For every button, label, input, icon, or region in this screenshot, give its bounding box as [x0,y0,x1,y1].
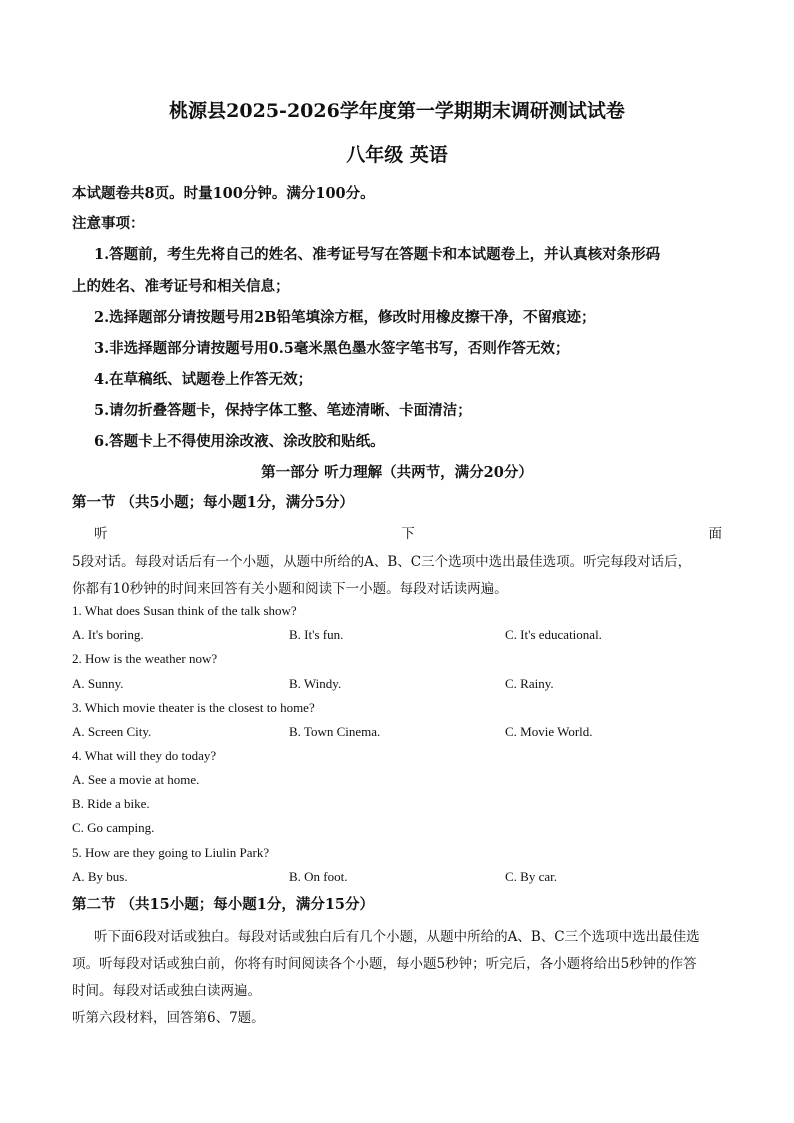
section2-directions: 时间。每段对话或独白读两遍。 [72,983,261,999]
notice-item: 6.答题卡上不得使用涂改液、涂改胶和贴纸。 [94,433,385,450]
spread-word: 面 [708,526,722,542]
notice-item: 4.在草稿纸、试题卷上作答无效； [94,371,313,388]
notice-heading: 注意事项： [72,215,145,232]
notice-item: 5.请勿折叠答题卡，保持字体工整、笔迹清晰、卡面清洁； [94,402,472,419]
notice-item: 2.选择题部分请按题号用2B铅笔填涂方框，修改时用橡皮擦干净，不留痕迹； [94,309,596,326]
material-note: 听第六段材料，回答第6、7题。 [72,1010,265,1026]
question-stem: 5. How are they going to Liulin Park? [72,845,270,860]
section1-heading: 第一节 （共5小题；每小题1分，满分5分） [72,494,354,511]
option-b: B. Town Cinema. [289,724,381,739]
section1-directions: 你都有10秒钟的时间来回答有关小题和阅读下一小题。每段对话读两遍。 [72,581,508,597]
notice-item: 上的姓名、准考证号和相关信息； [72,278,290,295]
notice-item: 3.非选择题部分请按题号用0.5毫米黑色墨水签字笔书写，否则作答无效； [94,340,570,357]
exam-subtitle: 八年级 英语 [346,144,448,166]
option-a: A. By bus. [72,869,128,884]
option-a: A. Sunny. [72,676,124,691]
part1-title: 第一部分 听力理解（共两节，满分20分） [261,464,533,481]
option-c: C. Movie World. [505,724,593,739]
question-stem: 4. What will they do today? [72,748,217,763]
option-b: B. On foot. [289,869,348,884]
option-c: C. It's educational. [505,627,602,642]
option-b: B. Ride a bike. [72,796,150,811]
section1-spread-line [94,522,722,542]
option-a: A. It's boring. [72,627,144,642]
spread-word: 下 [401,526,415,542]
notice-item: 1.答题前，考生先将自己的姓名、准考证号写在答题卡和本试题卷上，并认真核对条形码 [94,246,661,263]
question-stem: 3. Which movie theater is the closest to home? [72,700,315,715]
exam-title: 桃源县2025-2026学年度第一学期期末调研测试试卷 [169,100,625,122]
section2-heading: 第二节 （共15小题；每小题1分，满分15分） [72,896,374,913]
option-a: A. See a movie at home. [72,772,200,787]
option-b: B. Windy. [289,676,342,691]
option-b: B. It's fun. [289,627,344,642]
question-stem: 1. What does Susan think of the talk show? [72,603,297,618]
section1-directions: 5段对话。每段对话后有一个小题，从题中所给的A、B、C三个选项中选出最佳选项。听完每段对话后， [72,554,692,570]
option-c: C. Go camping. [72,820,155,835]
option-c: C. By car. [505,869,557,884]
exam-summary: 本试题卷共8页。时量100分钟。满分100分。 [72,185,375,202]
section2-directions: 听下面6段对话或独白。每段对话或独白后有几个小题，从题中所给的A、B、C三个选项中选出最佳选 [94,929,700,945]
question-stem: 2. How is the weather now? [72,651,218,666]
option-a: A. Screen City. [72,724,152,739]
spread-word: 听 [94,526,108,542]
section2-directions: 项。听每段对话或独白前，你将有时间阅读各个小题，每小题5秒钟；听完后，各小题将给出5秒钟的作答 [72,956,697,972]
option-c: C. Rainy. [505,676,554,691]
